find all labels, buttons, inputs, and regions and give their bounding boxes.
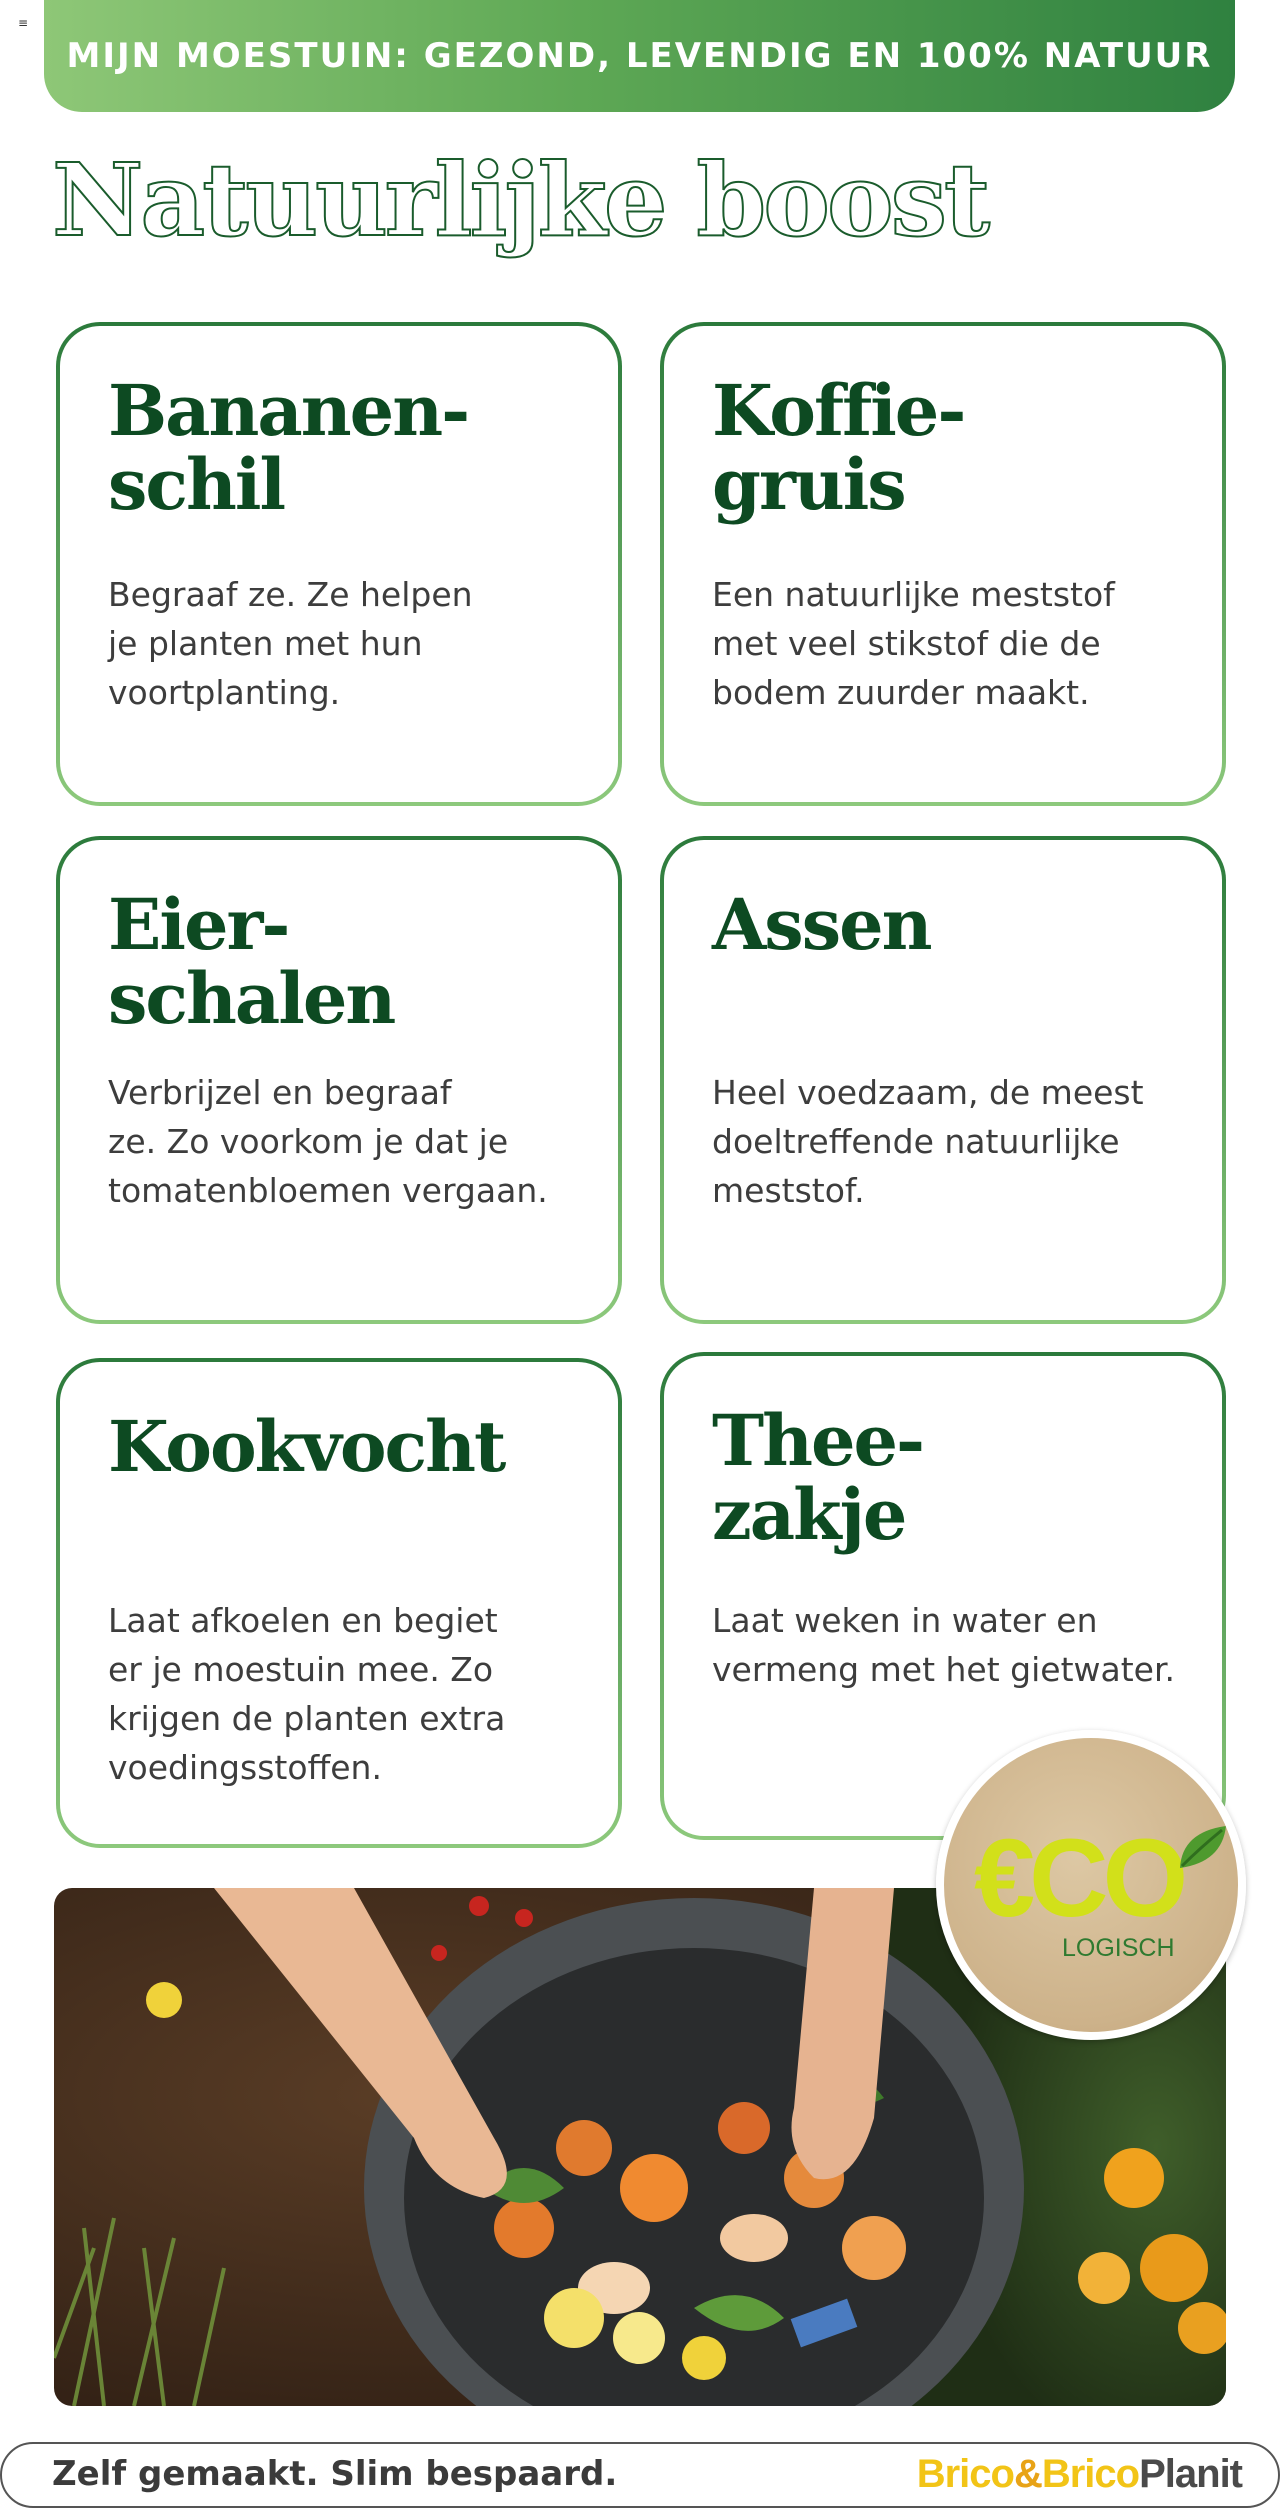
card-title: Koffie- gruis: [712, 369, 965, 526]
menu-icon[interactable]: ≡: [18, 16, 29, 30]
card-text: Begraaf ze. Ze helpen je planten met hun voortplanting.: [108, 575, 473, 712]
footer-slogan: Zelf gemaakt. Slim bespaard.: [52, 2454, 618, 2494]
card-title: Kookvocht: [108, 1405, 505, 1488]
logo-planit: Planit: [1139, 2452, 1242, 2496]
card-title: Thee- zakje: [712, 1399, 924, 1556]
card-eierschalen: [56, 836, 622, 1324]
card-bananenschil: [56, 322, 622, 806]
logo-brico: Brico: [916, 2452, 1014, 2496]
eco-word: €CO: [974, 1817, 1183, 1940]
footer-bar: [0, 2442, 1280, 2508]
page-title: Natuurlijke boost: [52, 141, 988, 259]
header-banner: [44, 0, 1235, 112]
logo-ampersand: &: [1013, 2452, 1042, 2496]
card-title: Assen: [712, 883, 931, 966]
card-text: Laat afkoelen en begiet er je moestuin mee. Zo krijgen de planten extra voedingsstoffen.: [108, 1601, 506, 1787]
card-assen: [660, 836, 1226, 1324]
card-text: Een natuurlijke meststof met veel stikstof die de bodem zuurder maakt.: [712, 575, 1115, 712]
eco-logisch-badge: [936, 1730, 1246, 2040]
eco-subtitle: LOGISCH: [1062, 1934, 1175, 1962]
card-koffiegruis: [660, 322, 1226, 806]
brico-logo[interactable]: [917, 2452, 1242, 2497]
banner-text: MIJN MOESTUIN: GEZOND, LEVENDIG EN 100% NATUUR: [66, 36, 1213, 76]
card-title: Eier- schalen: [108, 883, 395, 1040]
logo-brico-2: Brico: [1041, 2452, 1140, 2496]
card-text: Verbrijzel en begraaf ze. Zo voorkom je dat je tomatenbloemen vergaan.: [108, 1073, 548, 1210]
leaf-icon: [1172, 1818, 1232, 1878]
card-kookvocht: [56, 1358, 622, 1848]
card-text: Heel voedzaam, de meest doeltreffende natuurlijke meststof.: [712, 1073, 1144, 1210]
card-title: Bananen- schil: [108, 369, 469, 526]
card-text: Laat weken in water en vermeng met het gietwater.: [712, 1601, 1175, 1689]
